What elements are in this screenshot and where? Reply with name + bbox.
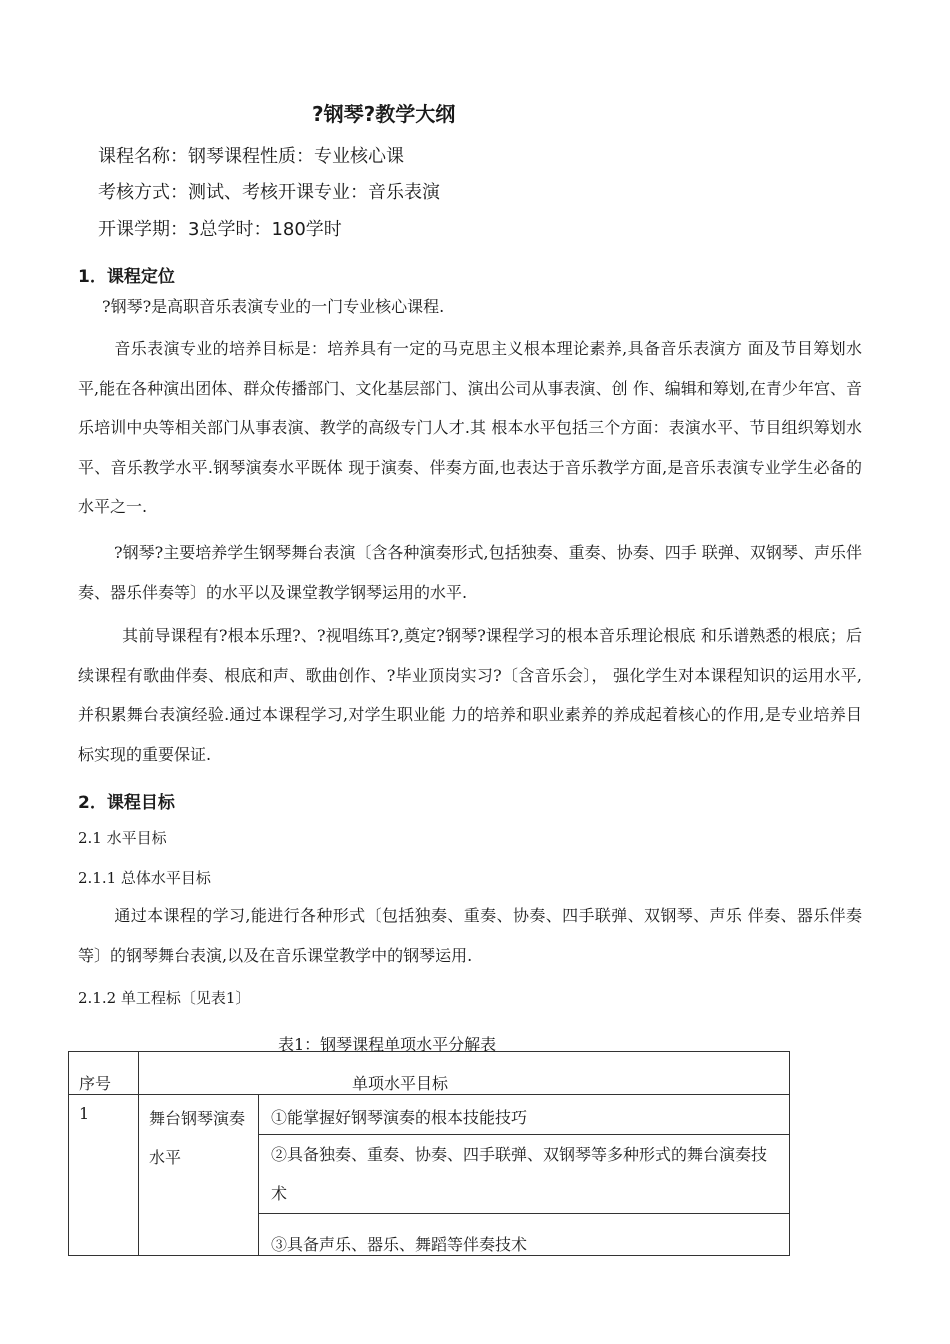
paragraph-prerequisites bbox=[78, 616, 862, 774]
table-caption: 表1：钢琴课程单项水平分解表 bbox=[278, 1035, 497, 1054]
paragraph-intro bbox=[78, 287, 862, 327]
header-goal-label: 单项水平目标 bbox=[352, 1074, 449, 1093]
row-category-cell bbox=[139, 1095, 259, 1256]
subheading-overall-goals: 2.1.1 总体水平目标 bbox=[78, 869, 211, 887]
paragraph-intro-text: ?钢琴?是高职音乐表演专业的一门专业核心课程. bbox=[102, 297, 445, 316]
goal-item-cell bbox=[259, 1135, 790, 1214]
header-cell-goal bbox=[139, 1052, 790, 1095]
paragraph-training-goal bbox=[78, 329, 862, 527]
goal-item-1: ①能掌握好钢琴演奏的根本技能技巧 bbox=[271, 1108, 528, 1127]
row-number-cell bbox=[69, 1095, 139, 1256]
row-number: 1 bbox=[79, 1104, 90, 1123]
subheading-single-goals: 2.1.2 单工程标〔见表1〕 bbox=[78, 989, 251, 1007]
semester-line: 开课学期：3总学时：180学时 bbox=[98, 219, 342, 240]
section-heading-objectives: 2．课程目标 bbox=[78, 793, 175, 813]
paragraph-training-goal-text: 音乐表演专业的培养目标是：培养具有一定的马克思主义根本理论素养,具备音乐表演方 面及节目筹划水平,能在各种演出团体、群众传播部门、文化基层部门、演出公司从事表演、创 作、编辑和筹划,在青少年宫、音乐培训中央等相关部门从事表演、教学的高级专门人才.其 根本水平包括三个方面：表演水平、节目组织筹划水平、音乐教学水平.钢琴演奏水平既体 现于演奏、伴奏方面,也表达于音乐教学方面,是音乐表演专业学生必备的水平之一. bbox=[78, 339, 862, 516]
goal-item-2: ②具备独奏、重奏、协奏、四手联弹、双钢琴等多种形式的舞台演奏技术 bbox=[271, 1145, 768, 1203]
header-number-label: 序号 bbox=[79, 1074, 112, 1093]
subheading-ability-goals: 2.1 水平目标 bbox=[78, 829, 167, 847]
goal-item-3: ③具备声乐、器乐、舞蹈等伴奏技术 bbox=[271, 1235, 528, 1254]
section-heading-positioning: 1．课程定位 bbox=[78, 267, 175, 287]
ability-breakdown-table bbox=[68, 1051, 790, 1256]
paragraph-prerequisites-text: 其前导课程有?根本乐理?、?视唱练耳?,奠定?钢琴?课程学习的根本音乐理论根底 和乐谱熟悉的根底；后续课程有歌曲伴奏、根底和声、歌曲创作、?毕业顶岗实习?〔含音乐会〕， 强化学生对本课程知识的运用水平,并积累舞台表演经验.通过本课程学习,对学生职业能 力的培养和职业素养的养成起着核心的作用,是专业培养目标实现的重要保证. bbox=[78, 626, 862, 764]
paragraph-overall-goal-text: 通过本课程的学习,能进行各种形式〔包括独奏、重奏、协奏、四手联弹、双钢琴、声乐 伴奏、器乐伴奏等〕的钢琴舞台表演,以及在音乐课堂教学中的钢琴运用. bbox=[78, 906, 862, 965]
paragraph-overall-goal bbox=[78, 896, 862, 975]
paragraph-course-focus-text: ?钢琴?主要培养学生钢琴舞台表演〔含各种演奏形式,包括独奏、重奏、协奏、四手 联弹、双钢琴、声乐伴奏、器乐伴奏等〕的水平以及课堂教学钢琴运用的水平. bbox=[78, 543, 862, 602]
row-category: 舞台钢琴演奏水平 bbox=[149, 1109, 246, 1167]
goal-item-cell bbox=[259, 1214, 790, 1256]
table-header-row bbox=[69, 1052, 790, 1095]
course-name-line: 课程名称：钢琴课程性质：专业核心课 bbox=[98, 146, 404, 167]
paragraph-course-focus bbox=[78, 533, 862, 612]
header-cell-number bbox=[69, 1052, 139, 1095]
document-title: ?钢琴?教学大纲 bbox=[312, 102, 456, 126]
assessment-line: 考核方式：测试、考核开课专业：音乐表演 bbox=[98, 182, 440, 203]
